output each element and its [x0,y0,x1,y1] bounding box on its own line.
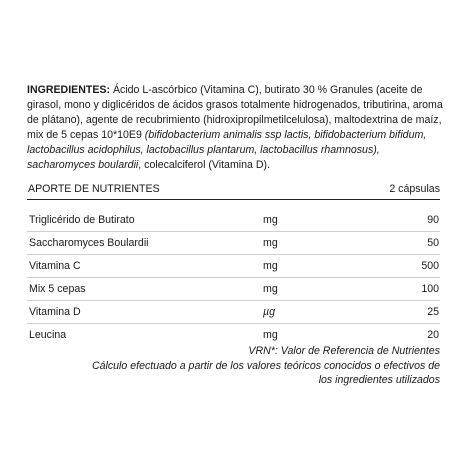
nutrient-unit: mg [263,214,278,226]
ingredients-text-end: , colecalciferol (Vitamina D). [138,159,270,171]
calculation-footnote: Cálculo efectuado a partir de los valores teóricos conocidos o efectivos de los ingredientes utilizados [91,359,440,386]
header-serving: 2 cápsulas [389,183,440,195]
nutrient-name: Mix 5 cepas [29,283,86,295]
nutrient-value: 90 [427,214,439,226]
ingredients-text-main: Ácido L-ascórbico (Vitamina C), butirato 30 % Granules (aceite de girasol, mono y diglicéridos de ácidos grasos totalmente hidrogenados, tributirina, aroma de plátano), agente de recubrimiento (hidroxipropilmetilcelulosa), maltodextrina de maíz, mix de 5 cepas 10*10E9 [27,84,443,141]
nutrient-unit: µg [263,306,275,318]
nutrient-value: 500 [421,260,439,272]
ingredients-strains: (bifidobacterium animalis ssp lactis, bifidobacterium bifidum, lactobacillus acidophilus, lactobacillus plantarum, lactobacillus rhamnosus), sacharomyces boulardii [27,129,427,171]
ingredients-paragraph [27,83,447,173]
nutrient-name: Leucina [29,329,67,341]
nutrient-value: 50 [427,237,439,249]
nutrient-unit: mg [263,237,278,249]
ingredients-label: INGREDIENTES: [27,84,110,96]
nutrient-name: Triglicérido de Butirato [29,214,135,226]
nutrient-table [27,181,440,346]
nutrient-table-header [27,181,440,200]
footnotes [80,344,440,388]
nutrient-unit: mg [263,283,278,295]
nutrient-unit: mg [263,329,278,341]
nutrient-name: Saccharomyces Boulardii [29,237,149,249]
nutrient-unit: mg [263,260,278,272]
vrn-footnote: VRN*: Valor de Referencia de Nutrientes [248,345,440,357]
table-row [27,232,440,255]
table-row [27,255,440,278]
table-row [27,324,440,346]
nutrient-value: 100 [421,283,439,295]
table-row [27,209,440,232]
nutrient-name: Vitamina C [29,260,81,272]
table-row [27,278,440,301]
nutrient-value: 20 [427,329,439,341]
table-row [27,301,440,324]
nutrient-value: 25 [427,306,439,318]
header-nutrients: APORTE DE NUTRIENTES [28,183,160,195]
nutrient-name: Vitamina D [29,306,81,318]
